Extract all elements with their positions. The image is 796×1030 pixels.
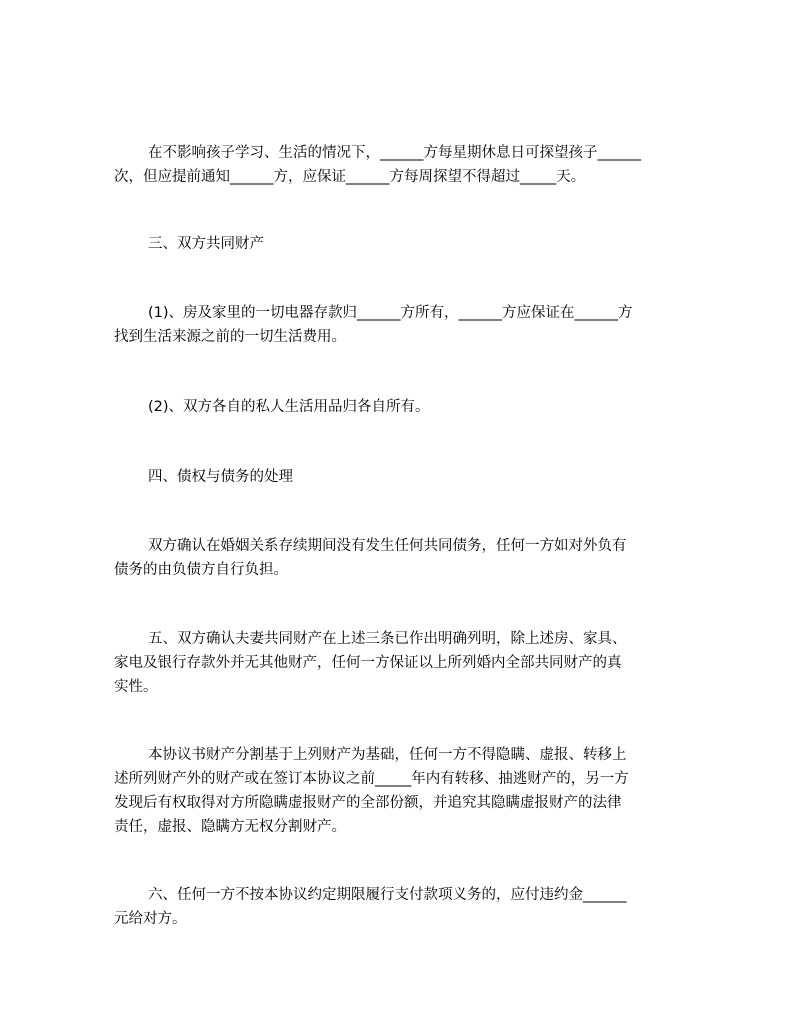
text-line: 述所列财产外的财产或在签订本协议之前_____年内有转移、抽逃财产的，另一方 [114, 771, 629, 787]
text-line: 次，但应提前通知______方，应保证______方每周探望不得超过_____天。 [114, 169, 586, 185]
text-line: 本协议书财产分割基于上列财产为基础，任何一方不得隐瞒、虚报、转移上 [148, 747, 627, 763]
text-line: 双方确认在婚姻关系存续期间没有发生任何共同债务，任何一方如对外负有 [148, 538, 627, 554]
text-line: 三、双方共同财产 [148, 236, 264, 252]
text-line: 发现后有权取得对方所隐瞒虚报财产的全部份额，并追究其隐瞒虚报财产的法律 [114, 795, 622, 811]
text-line: (2)、双方各自的私人生活用品归各自所有。 [148, 399, 430, 415]
text-line: (1)、房及家里的一切电器存款归______方所有，______方应保证在______方 [148, 305, 633, 321]
paragraph-visitation [114, 141, 674, 189]
text-line: 元给对方。 [114, 911, 187, 927]
paragraph-property-item-2 [114, 395, 674, 419]
section-heading-joint-property [114, 232, 674, 256]
text-line: 五、双方确认夫妻共同财产在上述三条已作出明确列明，除上述房、家具、 [148, 631, 627, 647]
text-line: 六、任何一方不按本协议约定期限履行支付款项义务的，应付违约金______ [148, 887, 627, 903]
text-line: 实性。 [114, 679, 158, 695]
text-line: 找到生活来源之前的一切生活费用。 [114, 329, 346, 345]
text-line: 责任，虚报、隐瞒方无权分割财产。 [114, 819, 346, 835]
paragraph-section-five [114, 627, 674, 699]
text-line: 债务的由负债方自行负担。 [114, 562, 288, 578]
text-line: 四、债权与债务的处理 [148, 469, 293, 485]
paragraph-property-item-1 [114, 301, 674, 349]
section-heading-debts [114, 465, 674, 489]
text-line: 在不影响孩子学习、生活的情况下，______方每星期休息日可探望孩子______ [148, 145, 641, 161]
paragraph-debts [114, 534, 674, 582]
paragraph-section-six [114, 883, 674, 931]
text-line: 家电及银行存款外并无其他财产，任何一方保证以上所列婚内全部共同财产的真 [114, 655, 622, 671]
paragraph-property-division [114, 743, 674, 839]
